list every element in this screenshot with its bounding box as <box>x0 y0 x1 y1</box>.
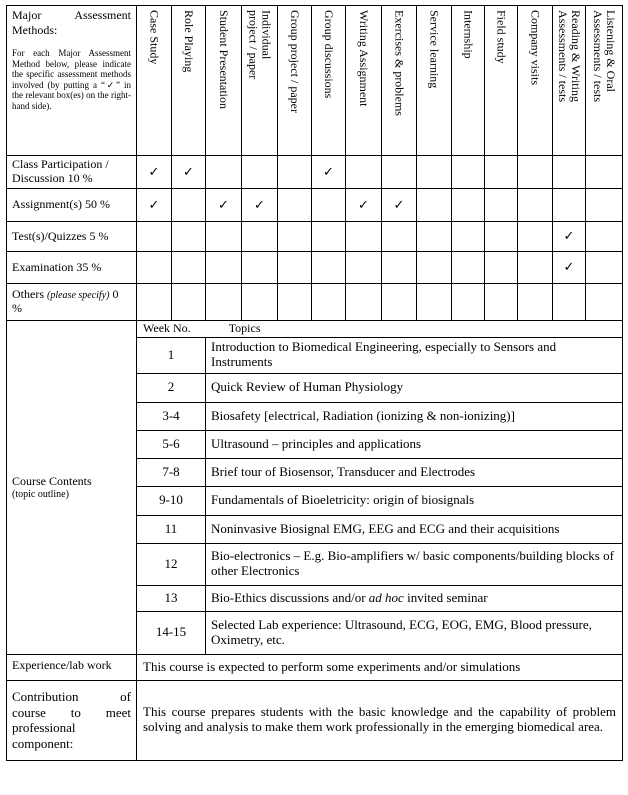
method-header <box>346 6 382 156</box>
method-header-label: Group discussions <box>322 10 336 99</box>
topics-header: Topics <box>228 321 261 335</box>
empty-cell <box>518 252 553 284</box>
empty-cell <box>586 222 623 252</box>
assessment-label: Class Participation / Discussion 10 % <box>7 156 137 189</box>
method-header-label: Listening & Oral Assessments / tests <box>591 10 618 103</box>
empty-cell <box>452 252 485 284</box>
check-mark: ✓ <box>346 189 382 222</box>
topic-text-italic: ad hoc <box>368 589 404 605</box>
empty-cell <box>137 252 172 284</box>
assessment-row-tests-quizzes <box>7 222 623 252</box>
experience-row <box>7 654 623 680</box>
empty-cell <box>242 284 278 321</box>
empty-cell <box>312 222 346 252</box>
week-header: Week No. <box>143 321 191 335</box>
empty-cell <box>586 156 623 189</box>
topic-text: Ultrasound – principles and applications <box>206 430 623 458</box>
empty-cell <box>312 252 346 284</box>
method-header <box>206 6 242 156</box>
check-mark: ✓ <box>553 252 586 284</box>
topic-text-part: Bio-Ethics discussions and/or <box>211 589 369 605</box>
empty-cell <box>137 222 172 252</box>
assessment-row-others <box>7 284 623 321</box>
week-number: 11 <box>137 515 206 543</box>
experience-text: This course is expected to perform some experiments and/or simulations <box>137 654 623 680</box>
topic-text <box>206 585 623 611</box>
topic-text: Biosafety [electrical, Radiation (ionizing & non-ionizing)] <box>206 402 623 430</box>
contribution-label-word: to <box>70 704 81 720</box>
week-number: 2 <box>137 373 206 402</box>
empty-cell <box>312 189 346 222</box>
empty-cell <box>417 156 452 189</box>
empty-cell <box>206 284 242 321</box>
contribution-label-cell <box>7 680 137 760</box>
method-header-label: Group project / paper <box>288 10 302 113</box>
check-mark: ✓ <box>242 189 278 222</box>
check-mark: ✓ <box>137 156 172 189</box>
method-header-label: Individual project / paper <box>246 10 274 80</box>
empty-cell <box>206 222 242 252</box>
empty-cell <box>172 252 206 284</box>
method-header <box>382 6 417 156</box>
empty-cell <box>278 156 312 189</box>
method-header-label: Writing Assignment <box>357 10 371 107</box>
topic-text: Selected Lab experience: Ultrasound, ECG, EOG, EMG, Blood pressure, Oximetry, etc. <box>206 611 623 654</box>
empty-cell <box>452 284 485 321</box>
method-header-label: Service learning <box>427 10 442 89</box>
method-header <box>417 6 452 156</box>
week-number: 5-6 <box>137 430 206 458</box>
topic-text: Introduction to Biomedical Engineering, especially to Sensors and Instruments <box>206 337 623 373</box>
empty-cell <box>417 252 452 284</box>
empty-cell <box>206 156 242 189</box>
empty-cell <box>485 252 518 284</box>
empty-cell <box>172 284 206 321</box>
empty-cell <box>417 284 452 321</box>
empty-cell <box>518 222 553 252</box>
empty-cell <box>346 222 382 252</box>
empty-cell <box>278 252 312 284</box>
week-number: 3-4 <box>137 402 206 430</box>
course-contents-note: (topic outline) <box>12 488 69 500</box>
empty-cell <box>553 156 586 189</box>
method-header-label: Reading & Writing Assessments / tests <box>556 10 583 103</box>
topic-text: Fundamentals of Bioeletricity: origin of biosignals <box>206 486 623 515</box>
method-header-label: Exercises & problems <box>392 10 407 116</box>
method-header-label: Company visits <box>528 10 543 86</box>
others-specify-note: (please specify) <box>47 290 110 302</box>
week-topics-header <box>137 321 623 338</box>
topic-text-part: invited seminar <box>403 589 488 605</box>
empty-cell <box>485 222 518 252</box>
contribution-label-line: professional <box>12 720 76 736</box>
course-assessment-table <box>6 5 623 761</box>
week-number: 13 <box>137 585 206 611</box>
empty-cell <box>553 284 586 321</box>
methods-title: Major Assessment Methods: <box>12 8 131 37</box>
check-mark: ✓ <box>553 222 586 252</box>
check-mark: ✓ <box>206 189 242 222</box>
contribution-label-line <box>12 689 131 705</box>
method-header <box>518 6 553 156</box>
empty-cell <box>417 222 452 252</box>
check-mark: ✓ <box>312 156 346 189</box>
empty-cell <box>346 156 382 189</box>
method-header <box>452 6 485 156</box>
contribution-label-word: Contribution <box>12 689 79 705</box>
empty-cell <box>485 156 518 189</box>
empty-cell <box>312 284 346 321</box>
empty-cell <box>518 284 553 321</box>
empty-cell <box>346 284 382 321</box>
empty-cell <box>242 156 278 189</box>
method-header <box>586 6 623 156</box>
week-number: 1 <box>137 337 206 373</box>
empty-cell <box>586 284 623 321</box>
methods-label-cell <box>7 6 137 156</box>
empty-cell <box>553 189 586 222</box>
contribution-row <box>7 680 623 760</box>
empty-cell <box>278 284 312 321</box>
empty-cell <box>137 284 172 321</box>
assessment-label: Assignment(s) 50 % <box>7 189 137 222</box>
empty-cell <box>382 156 417 189</box>
assessment-label: Examination 35 % <box>7 252 137 284</box>
course-contents-label-cell <box>7 321 137 655</box>
empty-cell <box>206 252 242 284</box>
check-mark: ✓ <box>382 189 417 222</box>
empty-cell <box>278 189 312 222</box>
assessment-label: Test(s)/Quizzes 5 % <box>7 222 137 252</box>
topic-text: Quick Review of Human Physiology <box>206 373 623 402</box>
week-number: 9-10 <box>137 486 206 515</box>
others-value: 0 % <box>12 287 119 315</box>
assessment-label <box>7 284 137 321</box>
empty-cell <box>518 189 553 222</box>
method-header <box>278 6 312 156</box>
method-header <box>485 6 518 156</box>
contribution-label-line: component: <box>12 735 74 751</box>
topic-text: Brief tour of Biosensor, Transducer and Electrodes <box>206 458 623 486</box>
contribution-label-word: of <box>120 689 131 705</box>
contribution-label-word: course <box>12 704 46 720</box>
week-number: 7-8 <box>137 458 206 486</box>
empty-cell <box>172 189 206 222</box>
assessment-row-class-participation <box>7 156 623 189</box>
assessment-row-assignments <box>7 189 623 222</box>
empty-cell <box>382 252 417 284</box>
empty-cell <box>346 252 382 284</box>
experience-label: Experience/lab work <box>7 654 137 680</box>
empty-cell <box>382 284 417 321</box>
empty-cell <box>485 284 518 321</box>
methods-header-row <box>7 6 623 156</box>
method-header-label: Student Presentation <box>217 10 231 109</box>
week-number: 14-15 <box>137 611 206 654</box>
topic-text: Bio-electronics – E.g. Bio-amplifiers w/ basic components/building blocks of other Electronics <box>206 543 623 585</box>
empty-cell <box>452 222 485 252</box>
method-header <box>137 6 172 156</box>
assessment-row-examination <box>7 252 623 284</box>
empty-cell <box>242 252 278 284</box>
empty-cell <box>278 222 312 252</box>
method-header <box>242 6 278 156</box>
empty-cell <box>586 252 623 284</box>
empty-cell <box>382 222 417 252</box>
empty-cell <box>172 222 206 252</box>
empty-cell <box>417 189 452 222</box>
topic-text: Noninvasive Biosignal EMG, EEG and ECG and their acquisitions <box>206 515 623 543</box>
empty-cell <box>518 156 553 189</box>
week-number: 12 <box>137 543 206 585</box>
empty-cell <box>452 189 485 222</box>
methods-instruction: For each Major Assessment Method below, please indicate the specific assessment methods involved (by putting a “✓” in the relevant box(es) on the right-hand side). <box>12 48 131 112</box>
method-header <box>172 6 206 156</box>
check-mark: ✓ <box>137 189 172 222</box>
contribution-label-word: meet <box>105 704 131 720</box>
course-contents-header-row <box>7 321 623 338</box>
method-header-label: Field study <box>494 10 509 64</box>
method-header-label: Internship <box>461 10 476 59</box>
method-header-label: Case Study <box>147 10 162 65</box>
others-label: Others <box>12 287 44 302</box>
contribution-text: This course prepares students with the basic knowledge and the capability of problem solving and analysis to make them work professionally in the emerging biomedical area. <box>137 680 623 760</box>
empty-cell <box>452 156 485 189</box>
empty-cell <box>242 222 278 252</box>
check-mark: ✓ <box>172 156 206 189</box>
method-header-label: Role Playing <box>182 10 196 73</box>
method-header <box>312 6 346 156</box>
method-header <box>553 6 586 156</box>
empty-cell <box>485 189 518 222</box>
contribution-label-line <box>12 705 131 721</box>
empty-cell <box>586 189 623 222</box>
course-contents-label: Course Contents <box>12 473 92 488</box>
